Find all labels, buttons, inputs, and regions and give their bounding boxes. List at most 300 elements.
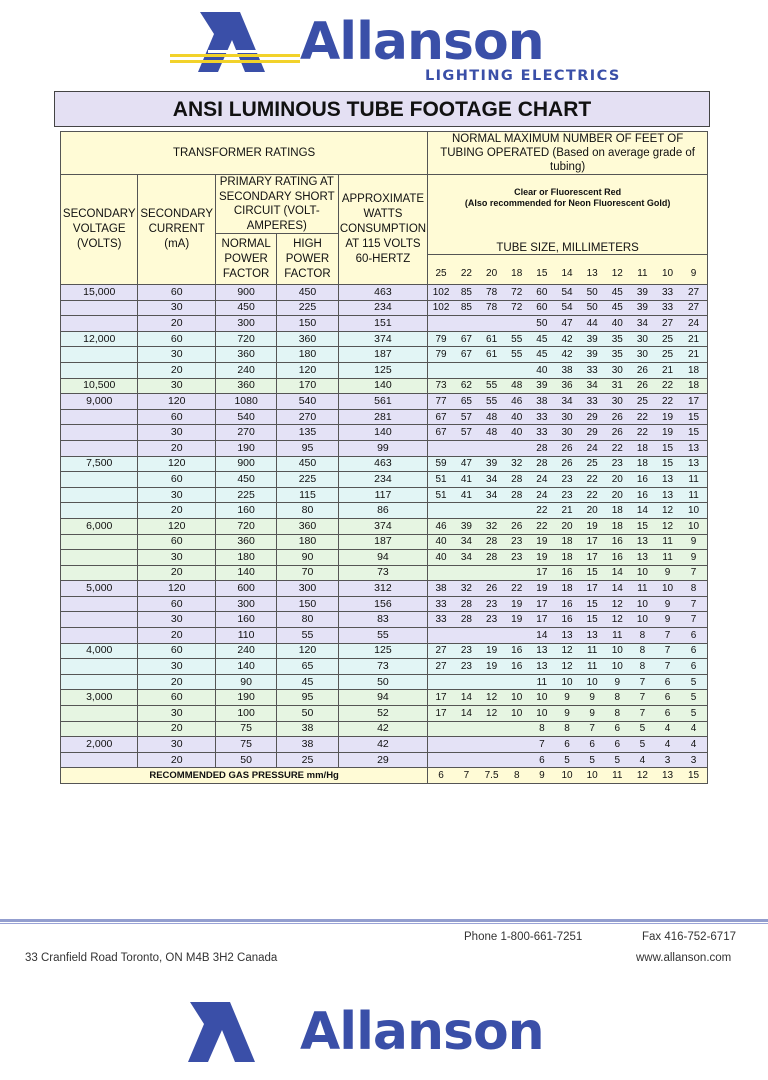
footage-cell: 39 bbox=[529, 378, 554, 394]
footage-cell: 16 bbox=[504, 643, 529, 659]
footage-cell: 38 bbox=[529, 394, 554, 410]
footage-cell: 17 bbox=[529, 596, 554, 612]
footage-cell: 12 bbox=[605, 612, 630, 628]
footage-cell: 4 bbox=[680, 737, 707, 753]
footage-cell: 4 bbox=[655, 721, 680, 737]
tube-size-13mm: 13 bbox=[580, 255, 605, 285]
footer-fax: Fax 416-752-6717 bbox=[642, 931, 736, 943]
footage-cell: 48 bbox=[479, 425, 504, 441]
secondary-voltage-cell bbox=[61, 316, 138, 332]
footage-cell: 4 bbox=[680, 721, 707, 737]
footage-cell: 12 bbox=[554, 643, 579, 659]
footage-cell bbox=[428, 752, 454, 768]
tube-size-header bbox=[428, 175, 708, 255]
footage-cell: 26 bbox=[554, 440, 579, 456]
tube-size-12mm: 12 bbox=[605, 255, 630, 285]
secondary-current-cell: 30 bbox=[138, 487, 215, 503]
approx-watts-header: APPROXIMATE WATTS CONSUMPTION AT 115 VOLTS 60-HERTZ bbox=[338, 175, 428, 285]
secondary-current-cell: 30 bbox=[138, 425, 215, 441]
table-row bbox=[61, 534, 708, 550]
footage-cell: 32 bbox=[504, 456, 529, 472]
footage-cell bbox=[428, 316, 454, 332]
footage-cell: 33 bbox=[580, 394, 605, 410]
footage-cell: 60 bbox=[529, 285, 554, 301]
tube-size-25mm: 25 bbox=[428, 255, 454, 285]
footage-cell: 22 bbox=[630, 425, 655, 441]
footage-cell: 15 bbox=[680, 409, 707, 425]
secondary-voltage-cell bbox=[61, 440, 138, 456]
normal-pf-header: NORMAL POWER FACTOR bbox=[215, 234, 276, 285]
footage-cell: 78 bbox=[479, 300, 504, 316]
footage-cell: 51 bbox=[428, 472, 454, 488]
primary-rating-header: PRIMARY RATING AT SECONDARY SHORT CIRCUIT (VOLT-AMPERES) bbox=[215, 175, 338, 234]
footage-cell: 72 bbox=[504, 300, 529, 316]
footage-cell: 67 bbox=[428, 425, 454, 441]
footage-cell: 45 bbox=[605, 285, 630, 301]
table-row bbox=[61, 581, 708, 597]
footage-cell: 13 bbox=[680, 456, 707, 472]
footage-cell: 11 bbox=[580, 643, 605, 659]
footage-cell: 102 bbox=[428, 285, 454, 301]
footage-cell: 59 bbox=[428, 456, 454, 472]
tube-size-11mm: 11 bbox=[630, 255, 655, 285]
table-row bbox=[61, 628, 708, 644]
footage-cell: 15 bbox=[655, 440, 680, 456]
secondary-voltage-cell bbox=[61, 425, 138, 441]
footage-cell: 55 bbox=[479, 378, 504, 394]
footage-cell bbox=[504, 737, 529, 753]
table-row bbox=[61, 690, 708, 706]
footage-cell: 16 bbox=[605, 550, 630, 566]
footage-cell: 40 bbox=[504, 409, 529, 425]
footage-cell: 26 bbox=[630, 362, 655, 378]
tube-size-15mm: 15 bbox=[529, 255, 554, 285]
secondary-voltage-cell bbox=[61, 487, 138, 503]
footage-cell: 27 bbox=[428, 659, 454, 675]
table-row bbox=[61, 752, 708, 768]
secondary-voltage-cell bbox=[61, 300, 138, 316]
footage-cell: 67 bbox=[454, 331, 479, 347]
footage-cell: 34 bbox=[479, 472, 504, 488]
footage-cell bbox=[479, 721, 504, 737]
footage-cell: 9 bbox=[655, 596, 680, 612]
footage-cell: 30 bbox=[554, 409, 579, 425]
high-pf-cell: 120 bbox=[277, 362, 338, 378]
footage-cell: 4 bbox=[655, 737, 680, 753]
footage-cell: 28 bbox=[504, 487, 529, 503]
footer-website[interactable]: www.allanson.com bbox=[636, 952, 732, 964]
secondary-current-cell: 30 bbox=[138, 550, 215, 566]
footage-cell: 24 bbox=[580, 440, 605, 456]
footage-cell: 33 bbox=[529, 425, 554, 441]
high-pf-cell: 180 bbox=[277, 534, 338, 550]
secondary-voltage-cell: 15,000 bbox=[61, 285, 138, 301]
table-row bbox=[61, 503, 708, 519]
tube-size-label: TUBE SIZE, MILLIMETERS bbox=[496, 242, 639, 254]
footage-cell: 21 bbox=[655, 362, 680, 378]
footage-cell: 57 bbox=[454, 409, 479, 425]
secondary-voltage-cell: 5,000 bbox=[61, 581, 138, 597]
secondary-voltage-cell bbox=[61, 347, 138, 363]
footer-address: 33 Cranfield Road Toronto, ON M4B 3H2 Canada bbox=[25, 952, 278, 964]
footage-cell: 40 bbox=[605, 316, 630, 332]
footage-cell: 17 bbox=[680, 394, 707, 410]
normal-max-header: NORMAL MAXIMUM NUMBER OF FEET OF TUBING OPERATED (Based on average grade of tubing) bbox=[428, 132, 708, 175]
gas-pressure-cell: 7.5 bbox=[479, 768, 504, 784]
high-pf-cell: 270 bbox=[277, 409, 338, 425]
footage-cell: 36 bbox=[554, 378, 579, 394]
high-pf-cell: 80 bbox=[277, 503, 338, 519]
normal-pf-cell: 140 bbox=[215, 659, 276, 675]
table-row bbox=[61, 674, 708, 690]
footage-cell bbox=[428, 440, 454, 456]
footage-cell: 19 bbox=[529, 550, 554, 566]
normal-pf-cell: 900 bbox=[215, 456, 276, 472]
footage-cell: 16 bbox=[630, 487, 655, 503]
footage-cell: 39 bbox=[580, 347, 605, 363]
footage-cell: 55 bbox=[479, 394, 504, 410]
footage-cell: 40 bbox=[504, 425, 529, 441]
normal-pf-cell: 75 bbox=[215, 721, 276, 737]
footage-cell: 34 bbox=[580, 378, 605, 394]
footage-cell: 17 bbox=[580, 534, 605, 550]
footage-cell: 4 bbox=[630, 752, 655, 768]
footage-cell: 23 bbox=[605, 456, 630, 472]
footage-cell: 12 bbox=[655, 503, 680, 519]
footage-cell: 18 bbox=[554, 581, 579, 597]
footage-cell: 18 bbox=[554, 534, 579, 550]
normal-pf-cell: 240 bbox=[215, 643, 276, 659]
footage-cell bbox=[454, 440, 479, 456]
footage-cell: 6 bbox=[655, 690, 680, 706]
footage-cell: 20 bbox=[580, 503, 605, 519]
watts-cell: 42 bbox=[338, 721, 428, 737]
table-row bbox=[61, 456, 708, 472]
footage-cell: 31 bbox=[605, 378, 630, 394]
footage-cell: 8 bbox=[630, 659, 655, 675]
tube-size-22mm: 22 bbox=[454, 255, 479, 285]
footage-cell: 6 bbox=[680, 628, 707, 644]
footage-cell: 85 bbox=[454, 300, 479, 316]
table-row bbox=[61, 331, 708, 347]
footage-cell: 22 bbox=[655, 378, 680, 394]
normal-pf-cell: 100 bbox=[215, 706, 276, 722]
footage-cell: 78 bbox=[479, 285, 504, 301]
high-pf-cell: 360 bbox=[277, 518, 338, 534]
secondary-current-cell: 20 bbox=[138, 440, 215, 456]
secondary-voltage-cell: 6,000 bbox=[61, 518, 138, 534]
table-row bbox=[61, 737, 708, 753]
footage-cell: 7 bbox=[680, 565, 707, 581]
footage-cell: 25 bbox=[630, 394, 655, 410]
secondary-current-cell: 120 bbox=[138, 581, 215, 597]
normal-pf-cell: 140 bbox=[215, 565, 276, 581]
secondary-voltage-cell bbox=[61, 565, 138, 581]
footage-cell: 6 bbox=[680, 659, 707, 675]
secondary-current-cell: 30 bbox=[138, 378, 215, 394]
secondary-current-cell: 60 bbox=[138, 534, 215, 550]
watts-cell: 99 bbox=[338, 440, 428, 456]
footage-cell: 17 bbox=[529, 612, 554, 628]
footage-cell: 40 bbox=[529, 362, 554, 378]
footage-cell: 16 bbox=[554, 565, 579, 581]
footage-cell: 9 bbox=[605, 674, 630, 690]
footage-cell: 3 bbox=[655, 752, 680, 768]
footage-cell bbox=[479, 674, 504, 690]
footage-cell: 8 bbox=[630, 643, 655, 659]
footage-cell: 30 bbox=[554, 425, 579, 441]
footage-cell: 18 bbox=[680, 378, 707, 394]
footage-cell: 72 bbox=[504, 285, 529, 301]
brand-name-bottom: Allanson bbox=[300, 1002, 544, 1062]
footage-cell: 25 bbox=[580, 456, 605, 472]
gas-pressure-cell: 12 bbox=[630, 768, 655, 784]
secondary-voltage-cell bbox=[61, 752, 138, 768]
footage-cell bbox=[454, 628, 479, 644]
footage-cell: 10 bbox=[680, 503, 707, 519]
footage-cell: 11 bbox=[680, 472, 707, 488]
footage-cell: 48 bbox=[504, 378, 529, 394]
footage-cell: 6 bbox=[605, 737, 630, 753]
watts-cell: 234 bbox=[338, 300, 428, 316]
brand-name: Allanson bbox=[300, 12, 544, 72]
footage-cell: 21 bbox=[680, 347, 707, 363]
footage-cell: 8 bbox=[680, 581, 707, 597]
high-pf-cell: 70 bbox=[277, 565, 338, 581]
secondary-current-cell: 30 bbox=[138, 706, 215, 722]
footage-cell: 13 bbox=[630, 550, 655, 566]
secondary-voltage-cell bbox=[61, 534, 138, 550]
secondary-voltage-cell bbox=[61, 612, 138, 628]
footage-cell: 8 bbox=[605, 690, 630, 706]
footage-cell: 16 bbox=[504, 659, 529, 675]
watts-cell: 73 bbox=[338, 659, 428, 675]
high-pf-cell: 50 bbox=[277, 706, 338, 722]
footage-cell: 50 bbox=[580, 300, 605, 316]
secondary-current-cell: 30 bbox=[138, 612, 215, 628]
footage-cell: 27 bbox=[680, 300, 707, 316]
footage-cell: 40 bbox=[428, 550, 454, 566]
footage-cell: 17 bbox=[580, 550, 605, 566]
footage-cell: 23 bbox=[454, 643, 479, 659]
footage-cell: 10 bbox=[630, 596, 655, 612]
watts-cell: 374 bbox=[338, 518, 428, 534]
footage-cell bbox=[504, 565, 529, 581]
table-row bbox=[61, 362, 708, 378]
watts-cell: 117 bbox=[338, 487, 428, 503]
footage-cell: 10 bbox=[680, 518, 707, 534]
footage-cell: 7 bbox=[680, 596, 707, 612]
gas-pressure-label: RECOMMENDED GAS PRESSURE mm/Hg bbox=[61, 768, 428, 784]
footage-cell bbox=[504, 503, 529, 519]
secondary-current-cell: 20 bbox=[138, 628, 215, 644]
footage-cell: 29 bbox=[580, 409, 605, 425]
watts-cell: 463 bbox=[338, 456, 428, 472]
footage-cell: 10 bbox=[554, 674, 579, 690]
footage-cell: 33 bbox=[655, 285, 680, 301]
footage-cell: 45 bbox=[529, 347, 554, 363]
footage-cell: 9 bbox=[554, 706, 579, 722]
high-pf-cell: 38 bbox=[277, 737, 338, 753]
footage-cell: 79 bbox=[428, 347, 454, 363]
high-pf-cell: 25 bbox=[277, 752, 338, 768]
footage-cell: 15 bbox=[630, 518, 655, 534]
footage-cell: 6 bbox=[580, 737, 605, 753]
footage-cell: 14 bbox=[454, 706, 479, 722]
footage-cell: 26 bbox=[605, 425, 630, 441]
watts-cell: 140 bbox=[338, 378, 428, 394]
footage-cell: 39 bbox=[630, 285, 655, 301]
footage-cell: 46 bbox=[504, 394, 529, 410]
footage-cell: 18 bbox=[680, 362, 707, 378]
high-pf-cell: 95 bbox=[277, 440, 338, 456]
footage-cell: 33 bbox=[428, 612, 454, 628]
footage-cell: 27 bbox=[680, 285, 707, 301]
footage-cell: 17 bbox=[529, 565, 554, 581]
footage-cell: 11 bbox=[655, 534, 680, 550]
footage-cell: 27 bbox=[655, 316, 680, 332]
high-pf-cell: 95 bbox=[277, 690, 338, 706]
secondary-current-cell: 30 bbox=[138, 659, 215, 675]
watts-cell: 125 bbox=[338, 643, 428, 659]
footage-cell: 23 bbox=[479, 596, 504, 612]
watts-cell: 151 bbox=[338, 316, 428, 332]
watts-cell: 561 bbox=[338, 394, 428, 410]
footage-cell: 19 bbox=[504, 596, 529, 612]
secondary-voltage-cell: 7,500 bbox=[61, 456, 138, 472]
footage-cell: 7 bbox=[655, 659, 680, 675]
footage-cell: 41 bbox=[454, 472, 479, 488]
footage-cell bbox=[504, 721, 529, 737]
footage-cell: 14 bbox=[605, 565, 630, 581]
footage-cell: 14 bbox=[605, 581, 630, 597]
high-pf-cell: 360 bbox=[277, 331, 338, 347]
secondary-current-cell: 60 bbox=[138, 331, 215, 347]
footage-cell: 10 bbox=[630, 565, 655, 581]
footage-cell: 16 bbox=[605, 534, 630, 550]
table-row bbox=[61, 409, 708, 425]
table-row bbox=[61, 300, 708, 316]
footage-cell: 26 bbox=[504, 518, 529, 534]
footage-cell: 33 bbox=[428, 596, 454, 612]
watts-cell: 83 bbox=[338, 612, 428, 628]
tube-size-20mm: 20 bbox=[479, 255, 504, 285]
footage-cell bbox=[479, 316, 504, 332]
high-pf-cell: 38 bbox=[277, 721, 338, 737]
table-row bbox=[61, 378, 708, 394]
footage-cell bbox=[454, 503, 479, 519]
footage-cell: 9 bbox=[680, 550, 707, 566]
footage-cell: 45 bbox=[529, 331, 554, 347]
footage-cell: 13 bbox=[655, 472, 680, 488]
footage-cell: 28 bbox=[454, 612, 479, 628]
footage-cell: 23 bbox=[479, 612, 504, 628]
footage-cell: 19 bbox=[479, 643, 504, 659]
table-row bbox=[61, 706, 708, 722]
secondary-voltage-cell bbox=[61, 596, 138, 612]
table-row bbox=[61, 440, 708, 456]
watts-cell: 234 bbox=[338, 472, 428, 488]
secondary-voltage-cell bbox=[61, 550, 138, 566]
secondary-current-cell: 60 bbox=[138, 596, 215, 612]
footage-cell: 20 bbox=[605, 472, 630, 488]
watts-cell: 374 bbox=[338, 331, 428, 347]
high-pf-cell: 150 bbox=[277, 316, 338, 332]
table-row bbox=[61, 565, 708, 581]
footage-cell: 18 bbox=[554, 550, 579, 566]
footage-cell: 19 bbox=[655, 409, 680, 425]
gas-pressure-cell: 15 bbox=[680, 768, 707, 784]
footage-cell bbox=[479, 362, 504, 378]
footage-cell bbox=[454, 737, 479, 753]
secondary-current-cell: 20 bbox=[138, 721, 215, 737]
watts-cell: 94 bbox=[338, 550, 428, 566]
normal-pf-cell: 90 bbox=[215, 674, 276, 690]
footage-cell: 10 bbox=[580, 674, 605, 690]
footage-cell: 9 bbox=[680, 534, 707, 550]
footage-cell: 13 bbox=[529, 643, 554, 659]
secondary-current-cell: 20 bbox=[138, 362, 215, 378]
watts-cell: 29 bbox=[338, 752, 428, 768]
normal-pf-cell: 190 bbox=[215, 690, 276, 706]
watts-cell: 140 bbox=[338, 425, 428, 441]
high-pf-cell: 150 bbox=[277, 596, 338, 612]
secondary-current-header: SECONDARY CURRENT (mA) bbox=[138, 175, 215, 285]
secondary-voltage-cell: 4,000 bbox=[61, 643, 138, 659]
footage-cell: 11 bbox=[655, 550, 680, 566]
high-pf-cell: 450 bbox=[277, 456, 338, 472]
footage-cell: 5 bbox=[554, 752, 579, 768]
secondary-voltage-header: SECONDARY VOLTAGE (VOLTS) bbox=[61, 175, 138, 285]
footage-cell: 25 bbox=[655, 331, 680, 347]
footage-cell bbox=[479, 565, 504, 581]
footage-cell: 22 bbox=[529, 518, 554, 534]
footage-cell: 11 bbox=[605, 628, 630, 644]
footage-cell: 77 bbox=[428, 394, 454, 410]
footage-cell: 10 bbox=[630, 612, 655, 628]
footage-cell: 8 bbox=[630, 628, 655, 644]
footage-cell: 10 bbox=[655, 581, 680, 597]
footage-cell: 48 bbox=[479, 409, 504, 425]
footage-cell bbox=[454, 721, 479, 737]
footage-cell: 23 bbox=[554, 472, 579, 488]
footage-cell bbox=[428, 721, 454, 737]
normal-pf-cell: 225 bbox=[215, 487, 276, 503]
footage-cell: 9 bbox=[580, 706, 605, 722]
secondary-voltage-cell bbox=[61, 503, 138, 519]
high-pf-cell: 170 bbox=[277, 378, 338, 394]
footage-cell: 26 bbox=[605, 409, 630, 425]
footage-cell: 5 bbox=[680, 690, 707, 706]
footage-cell: 13 bbox=[554, 628, 579, 644]
secondary-current-cell: 20 bbox=[138, 316, 215, 332]
gas-pressure-cell: 6 bbox=[428, 768, 454, 784]
footage-cell: 3 bbox=[680, 752, 707, 768]
footage-cell: 9 bbox=[655, 565, 680, 581]
footage-cell: 34 bbox=[554, 394, 579, 410]
footage-cell: 18 bbox=[630, 440, 655, 456]
footage-cell: 28 bbox=[454, 596, 479, 612]
watts-cell: 187 bbox=[338, 534, 428, 550]
footage-cell: 35 bbox=[605, 347, 630, 363]
footage-cell: 50 bbox=[529, 316, 554, 332]
footage-cell: 34 bbox=[454, 550, 479, 566]
high-pf-cell: 115 bbox=[277, 487, 338, 503]
footage-cell: 17 bbox=[428, 690, 454, 706]
high-pf-cell: 225 bbox=[277, 472, 338, 488]
footage-cell: 8 bbox=[554, 721, 579, 737]
normal-pf-cell: 600 bbox=[215, 581, 276, 597]
